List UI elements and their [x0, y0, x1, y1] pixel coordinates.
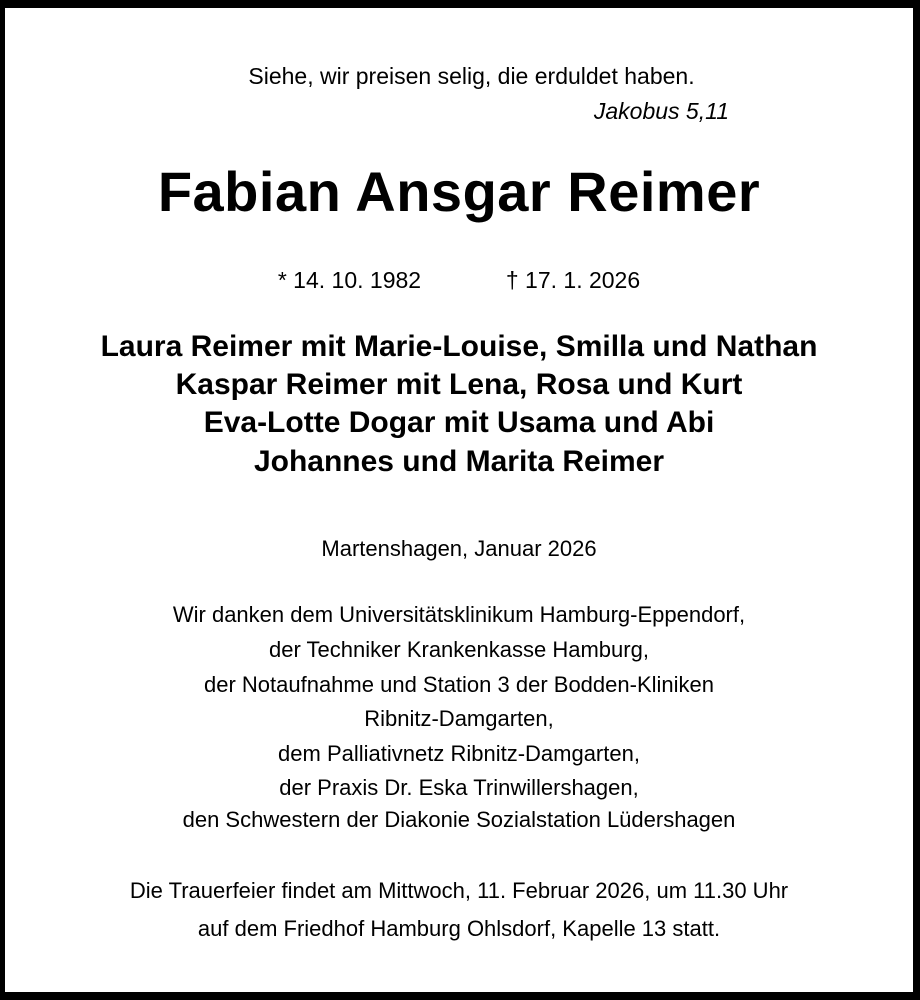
death-date: † 17. 1. 2026 [505, 267, 641, 293]
deceased-name: Fabian Ansgar Reimer [157, 160, 761, 223]
thanks-line: der Praxis Dr. Eska Trinwillershagen, [279, 775, 639, 800]
thanks-line: Ribnitz-Damgarten, [364, 706, 554, 731]
family-line: Eva-Lotte Dogar mit Usama und Abi [203, 406, 715, 439]
family-line: Johannes und Marita Reimer [253, 445, 665, 478]
family-line: Laura Reimer mit Marie-Louise, Smilla und Nathan [100, 330, 818, 363]
thanks-line: Wir danken dem Universitätsklinikum Hamburg-Eppendorf, [172, 602, 746, 627]
life-dates [5, 269, 913, 292]
thanks-line: der Notaufnahme und Station 3 der Bodden-Kliniken [203, 672, 714, 697]
family-line: Kaspar Reimer mit Lena, Rosa und Kurt [175, 368, 743, 401]
obituary-notice [5, 8, 913, 992]
birth-date: * 14. 10. 1982 [277, 267, 422, 293]
thanks-line: den Schwestern der Diakonie Sozialstation Lüdershagen [182, 807, 736, 832]
place-date: Martenshagen, Januar 2026 [321, 536, 597, 561]
ceremony-line: Die Trauerfeier findet am Mittwoch, 11. Februar 2026, um 11.30 Uhr [129, 878, 789, 903]
ceremony-line: auf dem Friedhof Hamburg Ohlsdorf, Kapelle 13 statt. [197, 916, 721, 941]
bible-verse: Siehe, wir preisen selig, die erduldet haben. [248, 63, 695, 89]
thanks-line: der Techniker Krankenkasse Hamburg, [269, 637, 649, 662]
thanks-line: dem Palliativnetz Ribnitz-Damgarten, [278, 741, 640, 766]
verse-source: Jakobus 5,11 [593, 98, 729, 124]
